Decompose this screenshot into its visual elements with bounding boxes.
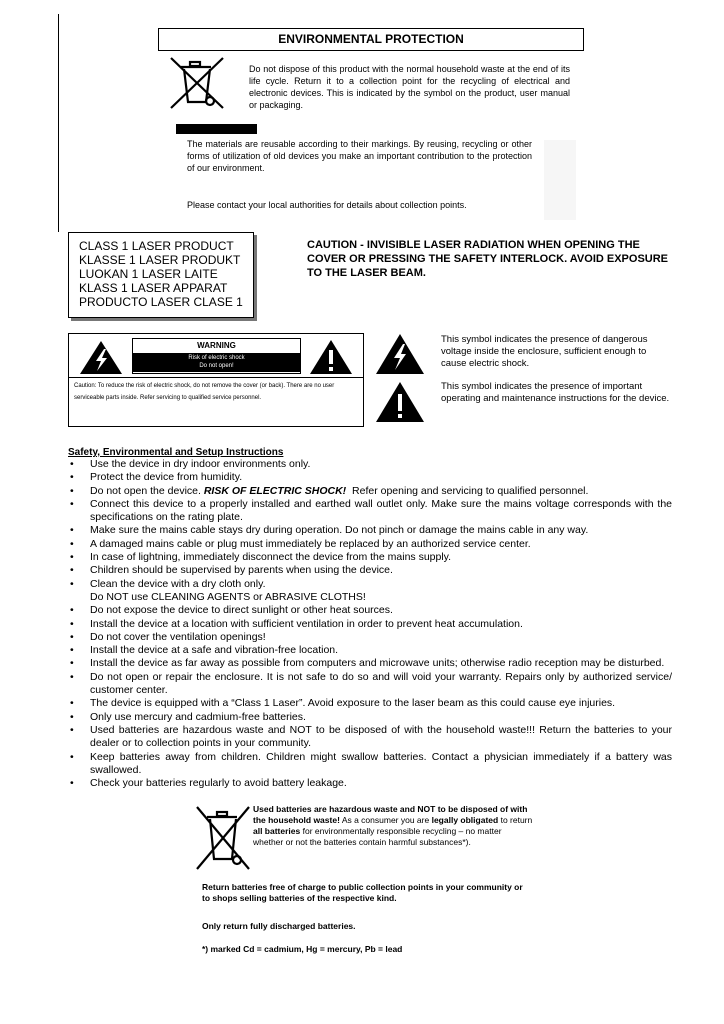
safety-item: • The device is equipped with a “Class 1 Laser”. Avoid exposure to the laser beam as this could cause eye injuries.: [68, 697, 672, 710]
warning-divider: [69, 377, 363, 378]
safety-item: • Only use mercury and cadmium-free batteries.: [68, 711, 672, 724]
battery-note: *) marked Cd = cadmium, Hg = mercury, Pb = lead: [202, 944, 403, 954]
safety-item: • Install the device at a safe and vibration-free location.: [68, 644, 672, 657]
risk-warning: RISK OF ELECTRIC SHOCK!: [203, 484, 347, 497]
laser-line: CLASS 1 LASER PRODUCT: [79, 239, 234, 253]
env-paragraph-3: Please contact your local authorities for details about collection points.: [187, 200, 467, 210]
safety-item: • Protect the device from humidity.: [68, 471, 672, 484]
safety-item: • Do not cover the ventilation openings!: [68, 631, 672, 644]
safety-item: • In case of lightning, immediately disconnect the device from the mains supply.: [68, 551, 672, 564]
battery-text-3: for environmentally responsible recycling – no matter whether or not the batteries contain harmful substances*).: [253, 826, 502, 847]
warning-sub-1: Risk of electric shock: [188, 355, 245, 361]
lightning-warning-icon: [79, 340, 123, 375]
laser-line: KLASS 1 LASER APPARAT: [79, 281, 228, 295]
safety-item: • A damaged mains cable or plug must immediately be replaced by an authorized service center.: [68, 538, 672, 551]
exclamation-symbol-text: This symbol indicates the presence of important operating and maintenance instructions for the device.: [441, 381, 670, 404]
battery-return-text: Return batteries free of charge to public collection points in your community or to shops selling batteries of the respective kind.: [202, 882, 523, 903]
battery-bold-2: legally obligated: [431, 815, 499, 825]
safety-item-text: Do not open the device.: [90, 484, 201, 497]
crossed-bin-icon: [165, 54, 231, 112]
safety-item: [68, 485, 672, 498]
grey-strip: [544, 140, 576, 220]
safety-item: • Check your batteries regularly to avoid battery leakage.: [68, 777, 672, 790]
black-bar: [176, 124, 257, 134]
warning-subtitle: [133, 353, 300, 372]
margin-line: [58, 14, 59, 232]
warning-panel: [68, 333, 364, 427]
warning-caution-text: Caution: To reduce the risk of electric shock, do not remove the cover (or back). There are no user serviceable parts inside. Refer servicing to qualified service personnel.: [74, 383, 335, 401]
safety-list: [68, 458, 672, 790]
warning-sub-2: Do not open!: [199, 363, 234, 369]
laser-line: PRODUCTO LASER CLASE 1: [79, 295, 243, 309]
safety-item: • Connect this device to a properly installed and earthed wall outlet only. Make sure the mains voltage corresponds with the specifications on the rating plate.: [68, 498, 672, 525]
lightning-symbol-icon: [375, 333, 425, 375]
lightning-symbol-text: This symbol indicates the presence of dangerous voltage inside the enclosure, sufficient enough to cause electric shock.: [441, 334, 648, 369]
warning-title: WARNING: [197, 341, 236, 350]
safety-item: • Use the device in dry indoor environments only.: [68, 458, 672, 471]
safety-item-line2: Do NOT use CLEANING AGENTS or ABRASIVE CLOTHS!: [90, 590, 366, 603]
exclamation-warning-icon: [309, 339, 353, 375]
safety-item: • Keep batteries away from children. Children might swallow batteries. Contact a physician immediately if a battery was swallowed.: [68, 751, 672, 778]
battery-info: [253, 804, 533, 848]
battery-discharged-text: Only return fully discharged batteries.: [202, 921, 356, 931]
safety-title: Safety, Environmental and Setup Instructions: [68, 447, 284, 458]
battery-bin-icon: [193, 803, 253, 873]
laser-class-box: [68, 232, 254, 318]
environmental-protection-title: ENVIRONMENTAL PROTECTION: [158, 28, 584, 51]
safety-item: [68, 578, 672, 605]
battery-bold-1: Used batteries are hazardous waste and NOT to be disposed of with the household waste!: [253, 804, 528, 825]
safety-item: • Install the device as far away as possible from computers and microwave units; otherwise radio reception may be disturbed.: [68, 657, 672, 670]
safety-item-text: • Clean the device with a dry cloth only.: [90, 577, 266, 590]
safety-item: • Install the device at a location with sufficient ventilation in order to prevent heat accumulation.: [68, 618, 672, 631]
laser-line: LUOKAN 1 LASER LAITE: [79, 267, 218, 281]
safety-item-rest: Refer opening and servicing to qualified personnel.: [352, 484, 589, 497]
safety-item: • Children should be supervised by parents when using the device.: [68, 564, 672, 577]
battery-text-1: As a consumer you are: [341, 815, 430, 825]
warning-label: [132, 338, 301, 374]
battery-text-2: to return: [500, 815, 533, 825]
safety-item: • Used batteries are hazardous waste and NOT to be disposed of with the household waste!!! Return the batteries to your dealer or to collection points in your community.: [68, 724, 672, 751]
env-paragraph-1: Do not dispose of this product with the normal household waste at the end of its life cycle. Return it to a collection point for the recycling of electrical and electronic devices. This is indicated by the symbol on the product, user manual or packaging.: [249, 64, 570, 110]
exclamation-symbol-icon: [375, 381, 425, 423]
safety-item: • Do not expose the device to direct sunlight or other heat sources.: [68, 604, 672, 617]
battery-bold-3: all batteries: [253, 826, 301, 836]
laser-caution: CAUTION - INVISIBLE LASER RADIATION WHEN OPENING THE COVER OR PRESSING THE SAFETY INTERLOCK. AVOID EXPOSURE TO THE LASER BEAM.: [307, 239, 669, 279]
safety-item: • Make sure the mains cable stays dry during operation. Do not pinch or damage the mains cable in any way.: [68, 524, 672, 537]
env-paragraph-2: The materials are reusable according to their markings. By reusing, recycling or other forms of utilization of old devices you make an important contribution to the protection of our environment.: [187, 139, 532, 173]
safety-item: • Do not open or repair the enclosure. It is not safe to do so and will void your warranty. Repairs only by authorized service/ customer center.: [68, 671, 672, 698]
laser-line: KLASSE 1 LASER PRODUKT: [79, 253, 241, 267]
